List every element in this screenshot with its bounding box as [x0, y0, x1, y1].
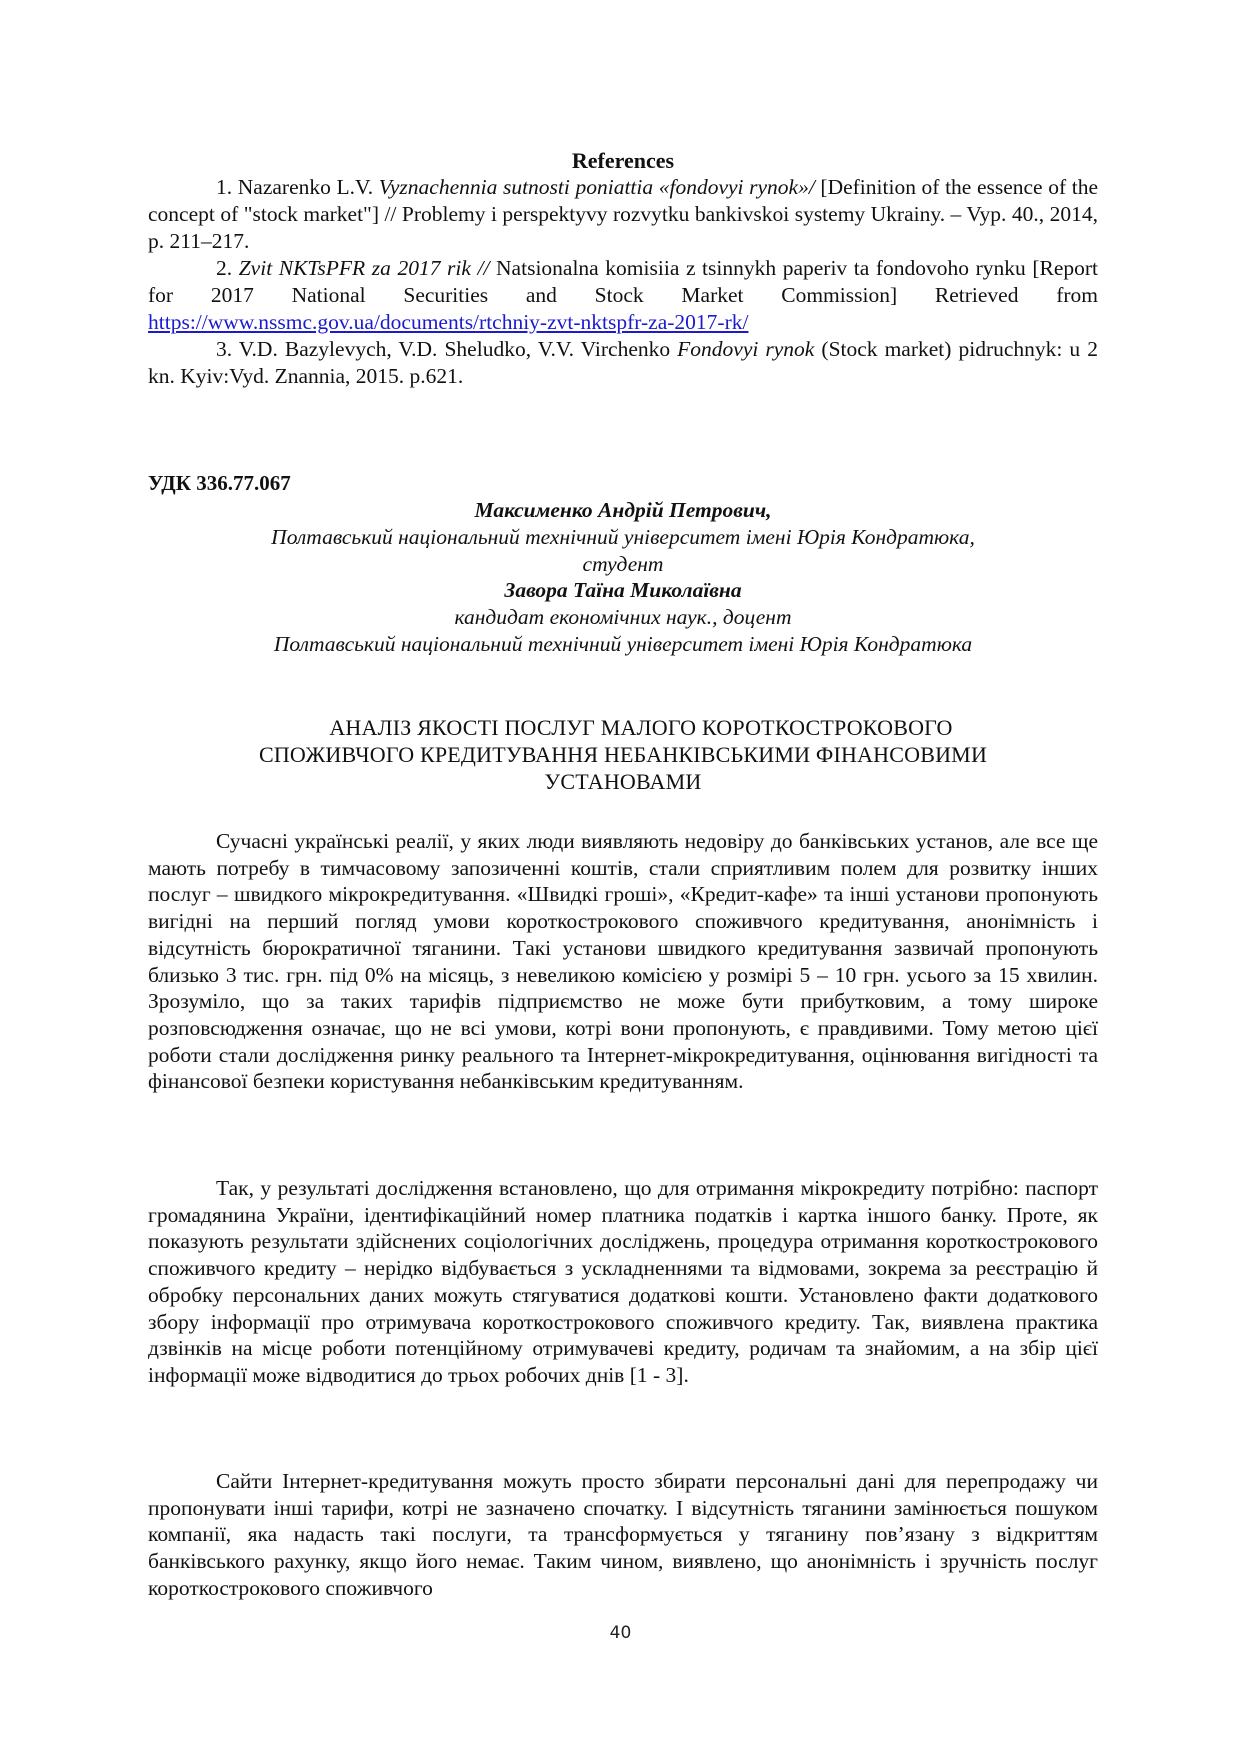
author-affiliation-2: Полтавський національний технічний університет імені Юрія Кондратюка	[273, 631, 973, 656]
body-paragraph-3: Сайти Інтернет-кредитування можуть просто збирати персональні дані для перепродажу чи пропонувати інші тарифи, котрі не зазначено спочатку. І відсутність тяганини замінюється пошуком компанії, яка надасть такі послуги, та трансформується у тяганину пов’язану з відкриттям банківського рахунку, якщо його немає. Таким чином, виявлено, що анонімність і зручність послуг короткострокового споживчого	[148, 1469, 1098, 1600]
reference-url-link[interactable]: https://www.nssmc.gov.ua/documents/rtchniy-zvt-nktspfr-za-2017-rk/	[148, 309, 749, 334]
author-name-2: Завора Таїна Миколаївна	[504, 578, 742, 603]
reference-author: V.D. Bazylevych, V.D. Sheludko, V.V. Virchenko	[238, 337, 678, 361]
reference-details: Natsionalna komisiia z tsinnykh paperiv ta fondovoho rynku [Report for 2017 National Securities and Stock Market Commission] Retrieved from	[148, 256, 1099, 307]
udk-code: УДК 336.77.067	[148, 471, 291, 495]
reference-details: [Definition of the essence of the concept of "stock market"] // Problemy i perspektyvy rozvytku bankivskoi systemy Ukrainy. – Vyp. 40., 2014, p. 211–217.	[148, 175, 1098, 253]
authors-block	[148, 497, 1098, 658]
author-name-1: Максименко Андрій Петрович,	[474, 498, 772, 522]
reference-number: 1.	[216, 175, 238, 199]
reference-number: 2.	[216, 256, 239, 280]
page-number: 40	[609, 1623, 632, 1643]
article-title-line-1: АНАЛІЗ ЯКОСТІ ПОСЛУГ МАЛОГО КОРОТКОСТРОКОВОГО	[329, 715, 953, 740]
reference-title: Vyznachennia sutnosti poniattia «fondovyi rynok»/	[378, 175, 815, 199]
reference-title: Zvit NKTsPFR za 2017 rik //	[238, 256, 490, 280]
author-affiliation-1: Полтавський національний технічний університет імені Юрія Кондратюка,	[271, 524, 975, 549]
reference-item-2	[148, 255, 1098, 335]
reference-item-1	[148, 174, 1098, 254]
references-heading: References	[571, 148, 675, 173]
reference-item-3	[148, 336, 1098, 390]
body-paragraph-1: Сучасні українські реалії, у яких люди виявляють недовіру до банківських установ, але все ще мають потребу в тимчасовому запозиченні коштів, стали сприятливим полем для розвитку інших послуг – швидкого мікрокредитування. «Швидкі гроші», «Кредит-кафе» та інші установи пропонують вигідні на перший погляд умови короткострокового споживчого кредитування, анонімність і відсутність бюрократичної тяганини. Такі установи швидкого кредитування зазвичай пропонують близько 3 тис. грн. під 0% на місяць, з невеликою комісією у розмірі 5 – 10 грн. усього за 15 хвилин. Зрозуміло, що за таких тарифів підприємство не може бути прибутковим, а тому широке розповсюдження означає, що не всі умови, котрі вони пропонують, є правдивими. Тому метою цієї роботи стали дослідження ринку реального та Інтернет-мікрокредитування, оцінювання вигідності та фінансової безпеки користування небанківським кредитуванням.	[148, 829, 1098, 1094]
body-paragraph-2: Так, у результаті дослідження встановлено, що для отримання мікрокредиту потрібно: паспорт громадянина України, ідентифікаційний номер платника податків і картка іншого банку. Проте, як показують результати здійснених соціологічних досліджень, процедура отримання короткострокового споживчого кредиту – нерідко відбувається з ускладненнями та відмовами, зокрема за реєстрацію й обробку персональних даних можуть стягуватися додаткові кошти. Установлено факти додаткового збору інформації про отримувача короткострокового споживчого кредиту. Так, виявлена практика дзвінків на місце роботи потенційному отримувачеві кредиту, родичам та знайомим, а на збір цієї інформації може відводитися до трьох робочих днів [1 - 3].	[148, 1176, 1098, 1387]
article-title-line-3: УСТАНОВАМИ	[544, 769, 702, 794]
article-title	[148, 714, 1098, 795]
reference-title: Fondovyi rynok	[677, 337, 815, 361]
reference-details: (Stock market) pidruchnyk: u 2 kn. Kyiv:Vyd. Znannia, 2015. p.621.	[148, 337, 1098, 388]
article-title-line-2: СПОЖИВЧОГО КРЕДИТУВАННЯ НЕБАНКІВСЬКИМИ ФІНАНСОВИМИ	[258, 742, 988, 767]
author-position-1: студент	[582, 551, 664, 576]
reference-number: 3.	[216, 337, 239, 361]
reference-author: Nazarenko L.V.	[237, 175, 379, 199]
author-degree-2: кандидат економічних наук., доцент	[454, 605, 792, 630]
